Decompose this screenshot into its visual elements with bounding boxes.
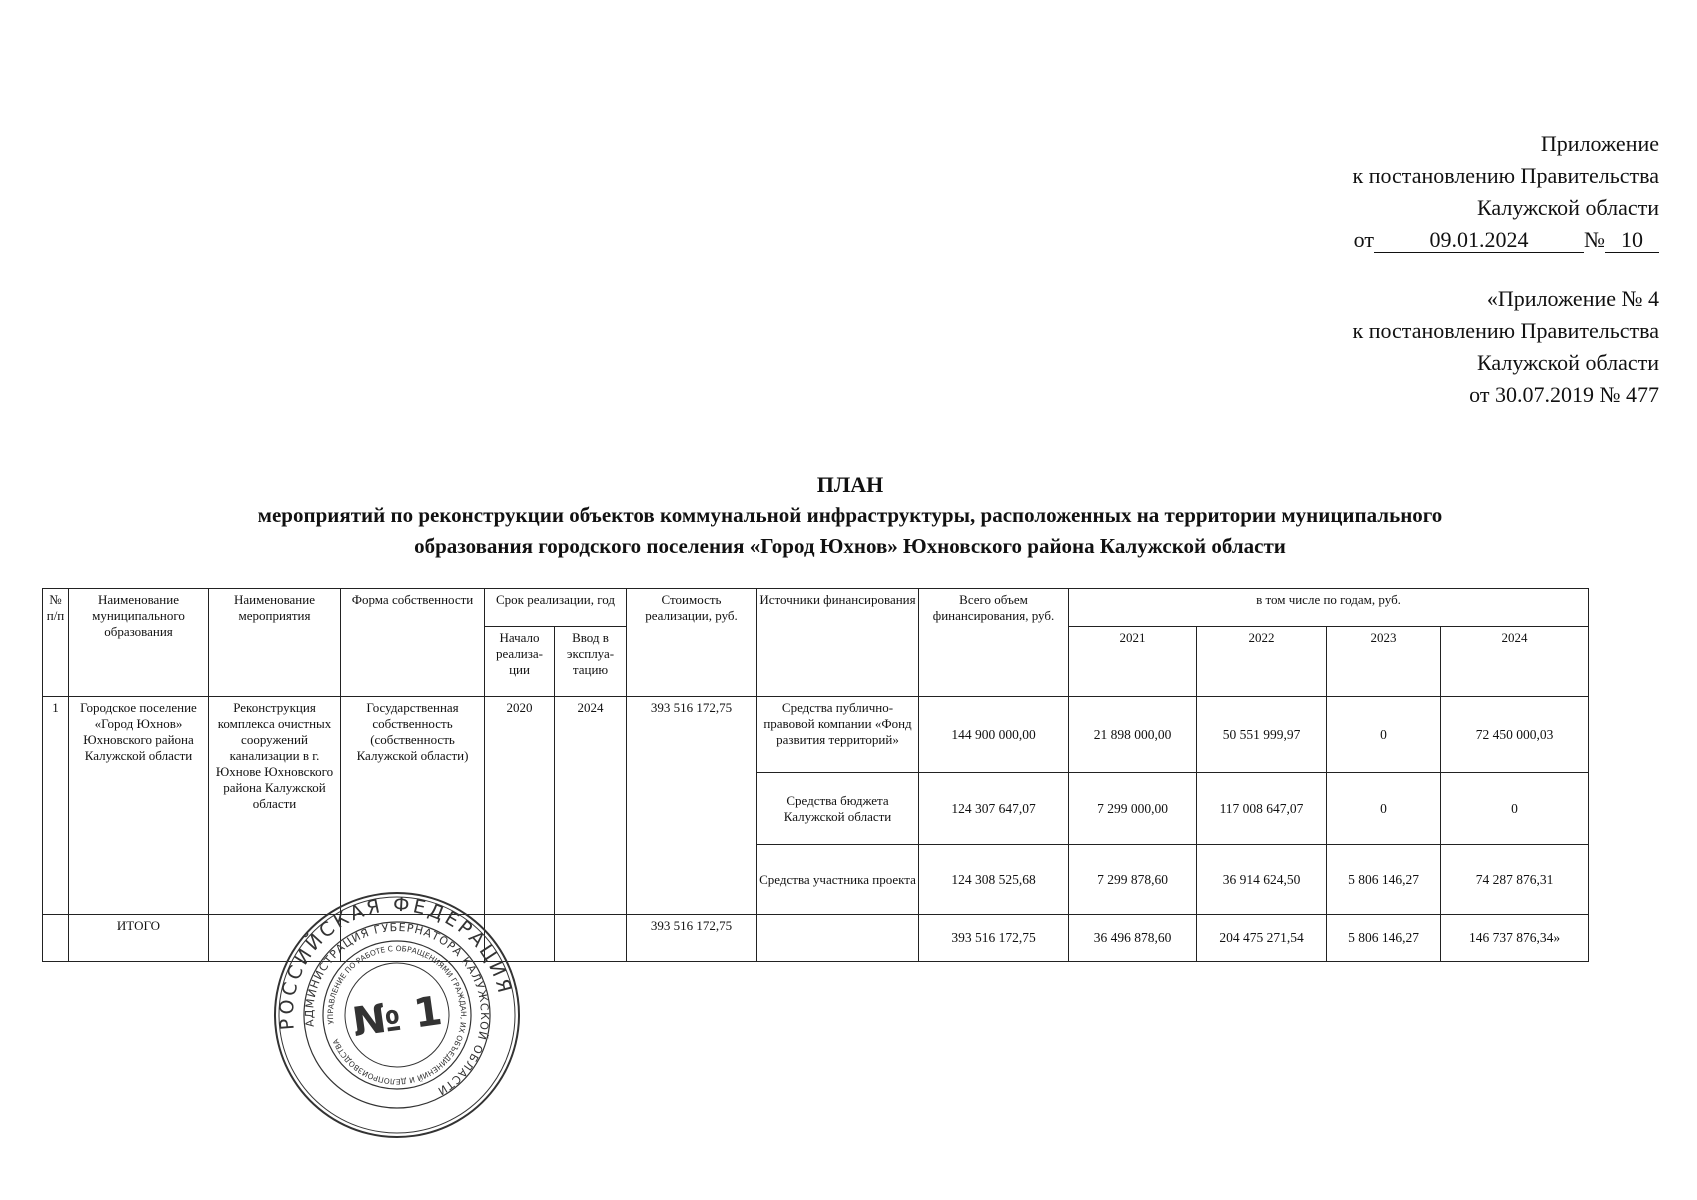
header-row [43, 589, 1589, 627]
header-municipality: Наименование муниципального образования [69, 589, 209, 697]
row-start: 2020 [485, 697, 555, 915]
total-sum: 393 516 172,75 [919, 915, 1069, 962]
source-2021: 7 299 000,00 [1069, 773, 1197, 845]
header-num: № п/п [43, 589, 69, 697]
source-2023: 0 [1327, 773, 1441, 845]
header-sources: Источники финансирования [757, 589, 919, 697]
stamp-center: № 1 [349, 987, 445, 1047]
source-name: Средства участника проекта [757, 845, 919, 915]
appendix-line: к постановлению Правительства [1352, 318, 1659, 343]
row-num: 1 [43, 697, 69, 915]
header-2024: 2024 [1441, 627, 1589, 697]
plan-heading: ПЛАН [816, 472, 884, 497]
number-prefix: № [1584, 227, 1605, 252]
stamp-ring-text: АДМИНИСТРАЦИЯ ГУБЕРНАТОРА КАЛУЖСКОЙ ОБЛАСТИ [302, 920, 492, 1098]
source-2023: 5 806 146,27 [1327, 845, 1441, 915]
header-term: Срок реализации, год [485, 589, 627, 627]
appendix-line: от 30.07.2019 № 477 [1469, 382, 1659, 407]
source-2024: 74 287 876,31 [1441, 845, 1589, 915]
total-2023: 5 806 146,27 [1327, 915, 1441, 962]
source-total: 124 307 647,07 [919, 773, 1069, 845]
stamp-outer-text: РОССИЙСКАЯ ФЕДЕРАЦИЯ [275, 893, 517, 1031]
appendix-line: «Приложение № 4 [1486, 286, 1659, 311]
row-commission: 2024 [555, 697, 627, 915]
source-2022: 117 008 647,07 [1197, 773, 1327, 845]
original-appendix-header [1353, 283, 1659, 411]
total-num [43, 915, 69, 962]
total-cost: 393 516 172,75 [627, 915, 757, 962]
header-ownership: Форма собственности [341, 589, 485, 697]
total-label: ИТОГО [69, 915, 209, 962]
total-sources-empty [757, 915, 919, 962]
header-total: Всего объем финансирования, руб. [919, 589, 1069, 697]
row-ownership: Государственная собственность (собственность Калужской области) [341, 697, 485, 915]
source-2024: 72 450 000,03 [1441, 697, 1589, 773]
source-name: Средства публично-правовой компании «Фонд развития территорий» [757, 697, 919, 773]
source-2022: 36 914 624,50 [1197, 845, 1327, 915]
resolution-number: 10 [1605, 228, 1659, 253]
source-2021: 7 299 878,60 [1069, 845, 1197, 915]
source-total: 144 900 000,00 [919, 697, 1069, 773]
appendix-header [1353, 128, 1659, 256]
source-2022: 50 551 999,97 [1197, 697, 1327, 773]
header-start: Начало реализа-ции [485, 627, 555, 697]
header-2022: 2022 [1197, 627, 1327, 697]
plan-subtitle-line2: образования городского поселения «Город Юхнов» Юхновского района Калужской области [414, 534, 1286, 558]
source-2021: 21 898 000,00 [1069, 697, 1197, 773]
source-total: 124 308 525,68 [919, 845, 1069, 915]
plan-subtitle-line1: мероприятий по реконструкции объектов коммунальной инфраструктуры, расположенных на территории муниципального [257, 503, 1443, 527]
header-cost: Стоимость реализации, руб. [627, 589, 757, 697]
header-commission: Ввод в эксплуа-тацию [555, 627, 627, 697]
source-name: Средства бюджета Калужской области [757, 773, 919, 845]
appendix-line: Приложение [1540, 131, 1659, 156]
appendix-line: к постановлению Правительства [1352, 163, 1659, 188]
resolution-date-line [1353, 224, 1659, 256]
header-2023: 2023 [1327, 627, 1441, 697]
header-event: Наименование мероприятия [209, 589, 341, 697]
total-2022: 204 475 271,54 [1197, 915, 1327, 962]
row-cost: 393 516 172,75 [627, 697, 757, 915]
header-by-years: в том числе по годам, руб. [1069, 589, 1589, 627]
stamp-inner-text: УПРАВЛЕНИЕ ПО РАБОТЕ С ОБРАЩЕНИЯМИ ГРАЖДАН, ИХ ОБЪЕДИНЕНИЙ И ДЕЛОПРОИЗВОДСТВА [325, 943, 469, 1087]
from-prefix: от [1353, 227, 1374, 252]
source-2023: 0 [1327, 697, 1441, 773]
appendix-line: Калужской области [1477, 350, 1659, 375]
total-empty [555, 915, 627, 962]
row-municipality: Городское поселение «Город Юхнов» Юхновского района Калужской области [69, 697, 209, 915]
appendix-line: Калужской области [1477, 195, 1659, 220]
total-2024: 146 737 876,34» [1441, 915, 1589, 962]
official-stamp-seal [272, 890, 522, 1140]
source-2024: 0 [1441, 773, 1589, 845]
total-2021: 36 496 878,60 [1069, 915, 1197, 962]
resolution-date: 09.01.2024 [1374, 228, 1584, 253]
table-row [43, 697, 1589, 773]
row-event: Реконструкция комплекса очистных сооружений канализации в г. Юхнове Юхновского района Калужской области [209, 697, 341, 915]
header-2021: 2021 [1069, 627, 1197, 697]
